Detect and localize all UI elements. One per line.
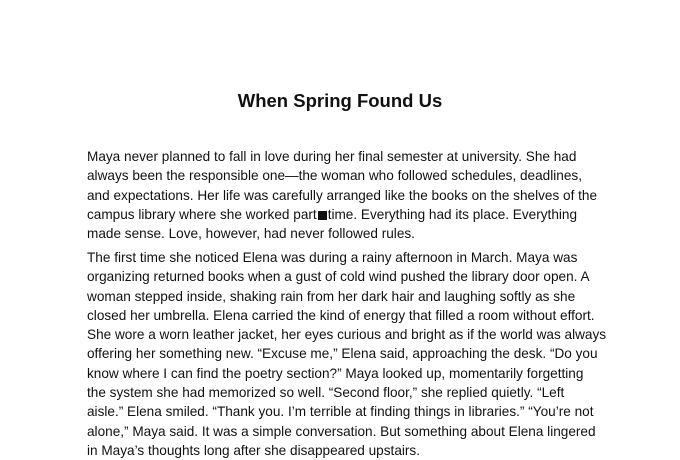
paragraph-line: aisle.” Elena smiled. “Thank you. I’m terrible at finding things in libraries.” “You’re not	[87, 404, 594, 420]
paragraph-line: woman stepped inside, shaking rain from her dark hair and laughing softly as she	[87, 288, 576, 304]
paragraph-line: always been the responsible one—the woman who followed schedules, deadlines,	[87, 168, 582, 184]
line-text-before-glyph: campus library where she worked part	[87, 206, 317, 222]
paragraph-line: offering her something new. “Excuse me,” Elena said, approaching the desk. “Do you	[87, 346, 598, 362]
paragraph-line: know where I can find the poetry section?” Maya looked up, momentarily forgetting	[87, 365, 584, 381]
missing-glyph-icon	[318, 211, 327, 220]
paragraph-1	[87, 147, 597, 243]
paragraph-2	[87, 248, 606, 460]
paragraph-line: the system she had memorized so well. “Second floor,” she replied quietly. “Left	[87, 385, 565, 401]
paragraph-line: The first time she noticed Elena was during a rainy afternoon in March. Maya was	[87, 250, 578, 265]
paragraph-line: alone,” Maya said. It was a simple conversation. But something about Elena lingered	[87, 423, 596, 439]
paragraph-line: made sense. Love, however, had never followed rules.	[87, 226, 415, 242]
paragraph-line: organizing returned books when a gust of cold wind pushed the library door open. A	[87, 269, 590, 285]
paragraph-line: in Maya’s thoughts long after she disappeared upstairs.	[87, 442, 421, 458]
line-text-after-glyph: time. Everything had its place. Everything	[327, 206, 578, 222]
paragraph-line: and expectations. Her life was carefully arranged like the books on the shelves of the	[87, 187, 598, 203]
paragraph-line: closed her umbrella. Elena carried the kind of energy that filled a room without effort.	[87, 307, 595, 323]
paragraph-line: Maya never planned to fall in love during her final semester at university. She had	[87, 149, 577, 164]
paragraph-line: She wore a worn leather jacket, her eyes curious and bright as if the world was always	[87, 327, 607, 343]
document-title: When Spring Found Us	[237, 90, 443, 111]
paragraph-line-with-glyph	[87, 205, 597, 224]
